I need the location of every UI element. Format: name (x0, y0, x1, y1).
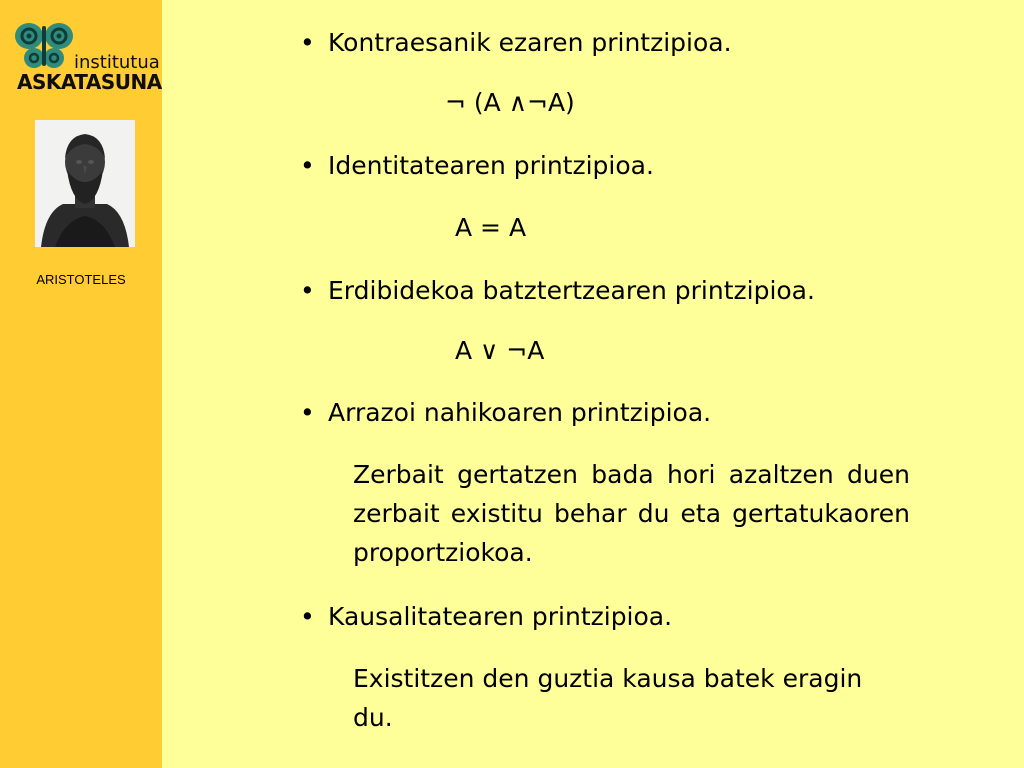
logo-line-1: institutua (74, 52, 160, 73)
heading-causality: Kausalitatearen printzipioa. (328, 602, 673, 631)
bullet-item-sufficient-reason (300, 398, 711, 427)
slide-content (300, 0, 920, 768)
paragraph-causality: Existitzen den guztia kausa batek eragin du. (353, 664, 863, 732)
bullet-icon: • (300, 602, 315, 631)
bullet-icon: • (300, 276, 315, 305)
portrait-caption: ARISTOTELES (36, 272, 126, 287)
heading-contradiction: Kontraesanik ezaren printzipioa. (328, 28, 732, 57)
formula-identity: A = A (455, 213, 527, 242)
heading-identity: Identitatearen printzipioa. (328, 151, 654, 180)
portrait-image (35, 120, 135, 247)
heading-sufficient-reason: Arrazoi nahikoaren printzipioa. (328, 398, 712, 427)
formula-contradiction: ¬ (A ∧¬A) (445, 88, 575, 117)
bullet-icon: • (300, 28, 315, 57)
logo-line-2: ASKATASUNA (17, 70, 162, 94)
paragraph-sufficient-reason: Zerbait gertatzen bada hori azaltzen duen zerbait existitu behar du eta gertatukaoren proportziokoa. (353, 460, 910, 567)
logo (14, 22, 162, 97)
bullet-item-causality (300, 602, 672, 631)
bullet-icon: • (300, 151, 315, 180)
sidebar (0, 0, 162, 768)
bullet-item-excluded-middle (300, 276, 815, 305)
bullet-item-identity (300, 151, 654, 180)
formula-excluded-middle: A ∨ ¬A (455, 336, 545, 365)
butterfly-icon (14, 22, 74, 70)
bullet-item-contradiction (300, 28, 732, 57)
heading-excluded-middle: Erdibidekoa batztertzearen printzipioa. (328, 276, 815, 305)
aristotle-bust-icon (35, 120, 135, 247)
bullet-icon: • (300, 398, 315, 427)
